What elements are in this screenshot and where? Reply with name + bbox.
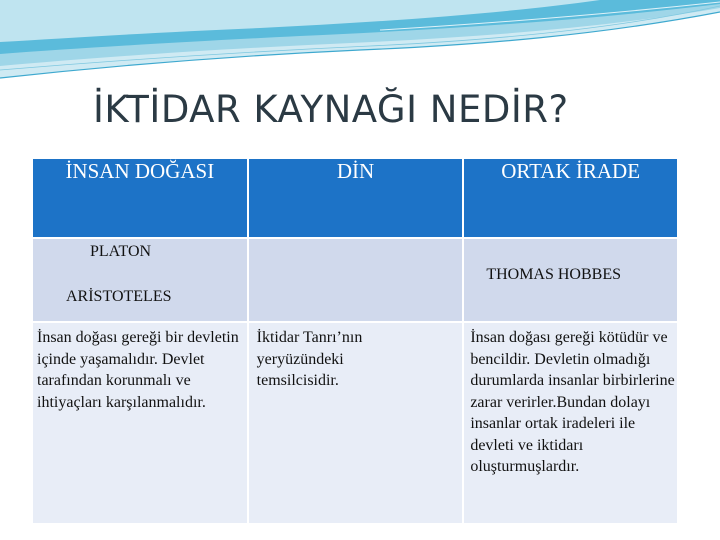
philosopher-name: THOMAS HOBBES xyxy=(486,266,621,283)
description-cell-din xyxy=(248,322,464,524)
description-text: İnsan doğası gereği bir devletin içinde yaşamalıdır. Devlet tarafından korunmalı ve ihtiyaçları karşılanmalıdır. xyxy=(37,329,239,411)
description-cell-insan-dogasi xyxy=(32,322,248,524)
description-text: İktidar Tanrı’nın yeryüzündeki temsilcisidir. xyxy=(256,329,363,389)
names-cell-din xyxy=(248,238,464,322)
slide-title: İKTİDAR KAYNAĞI NEDİR? xyxy=(93,88,569,131)
names-cell-ortak-irade xyxy=(463,238,678,322)
power-source-table xyxy=(31,157,679,525)
wave-header-decoration xyxy=(0,0,720,90)
names-cell-insan-dogasi xyxy=(32,238,248,322)
description-text: İnsan doğası gereği kötüdür ve bencildir. Devletin olmadığı durumlarda insanlar birbirlerine zarar verirler.Bundan dolayı insanlar ortak iradeleri ile devleti ve iktidarı oluşturmuşlardır. xyxy=(470,329,675,475)
philosopher-name: PLATON xyxy=(90,243,152,260)
header-cell-din: DİN xyxy=(248,158,464,238)
header-cell-ortak-irade: ORTAK İRADE xyxy=(463,158,678,238)
header-cell-insan-dogasi: İNSAN DOĞASI xyxy=(32,158,248,238)
description-cell-ortak-irade xyxy=(463,322,678,524)
philosopher-name: ARİSTOTELES xyxy=(66,288,172,305)
